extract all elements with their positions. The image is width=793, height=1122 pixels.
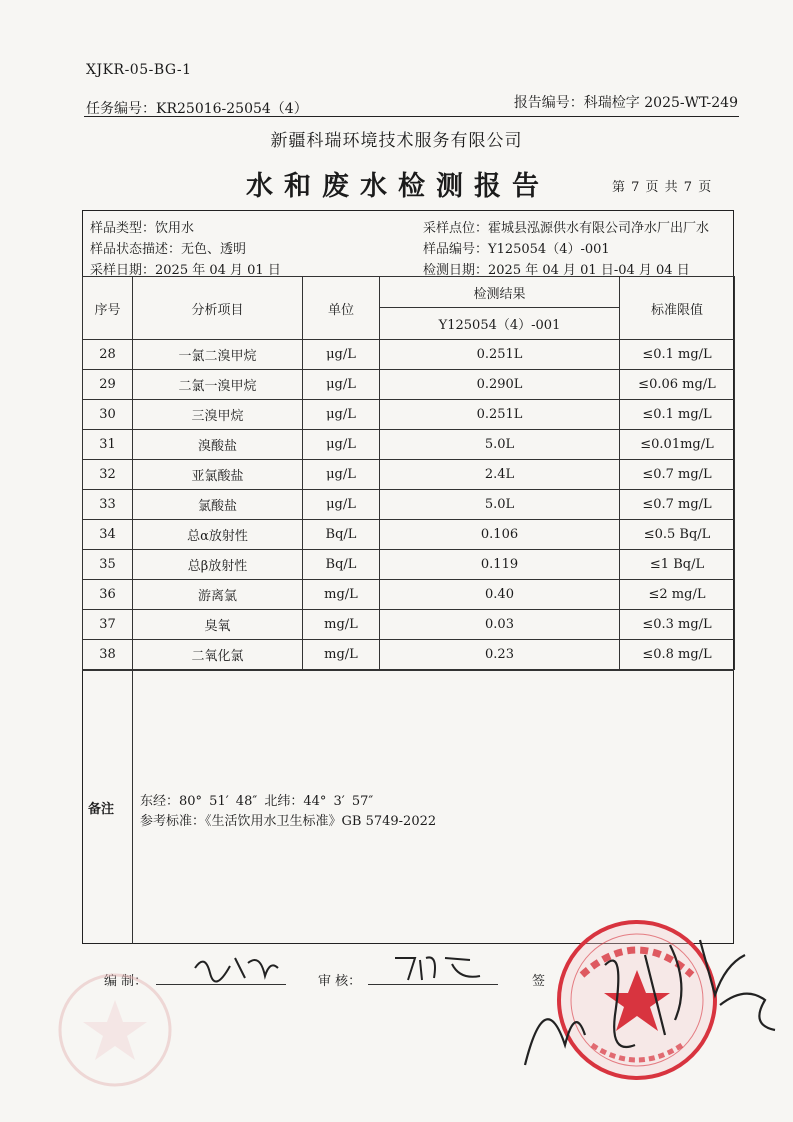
cell-unit: Bq/L [303, 520, 380, 550]
cell-item: 总α放射性 [133, 520, 303, 550]
cell-limit: ≤0.1 mg/L [620, 400, 735, 430]
header-item: 分析项目 [133, 277, 303, 340]
cell-limit: ≤0.7 mg/L [620, 490, 735, 520]
cell-limit: ≤2 mg/L [620, 580, 735, 610]
cell-limit: ≤0.1 mg/L [620, 340, 735, 370]
cell-result: 2.4L [380, 460, 620, 490]
cell-unit: μg/L [303, 400, 380, 430]
header-limit: 标准限值 [620, 277, 735, 340]
cell-no: 28 [83, 340, 133, 370]
cell-unit: mg/L [303, 580, 380, 610]
cell-result: 0.290L [380, 370, 620, 400]
table-row [83, 640, 735, 670]
cell-result: 0.106 [380, 520, 620, 550]
cell-item: 三溴甲烷 [133, 400, 303, 430]
page-indicator: 第 7 页 共 7 页 [612, 180, 712, 195]
reviewer-signature [390, 950, 490, 992]
cell-result: 0.23 [380, 640, 620, 670]
cell-item: 游离氯 [133, 580, 303, 610]
editor-signature-stroke [190, 948, 280, 988]
notes-label: 备注 [88, 802, 115, 817]
report-number: 报告编号：科瑞检字 2025-WT-249 [513, 95, 738, 111]
header-divider [84, 116, 739, 117]
task-number: 任务编号：KR25016-25054（4） [86, 101, 308, 117]
results-table [82, 276, 735, 670]
cell-unit: μg/L [303, 340, 380, 370]
cell-unit: μg/L [303, 370, 380, 400]
header-no: 序号 [83, 277, 133, 340]
cell-unit: Bq/L [303, 550, 380, 580]
cell-no: 29 [83, 370, 133, 400]
cell-item: 总β放射性 [133, 550, 303, 580]
header-result: 检测结果 [380, 277, 620, 308]
editor-label: 编 制： [104, 974, 148, 989]
reference-standard: 参考标准：《生活饮用水卫生标准》GB 5749-2022 [140, 814, 437, 829]
cell-no: 31 [83, 430, 133, 460]
cell-limit: ≤0.06 mg/L [620, 370, 735, 400]
header-unit: 单位 [303, 277, 380, 340]
coordinates: 东经：80° 51′ 48″ 北纬：44° 3′ 57″ [140, 794, 374, 809]
cell-unit: μg/L [303, 430, 380, 460]
cell-limit: ≤0.5 Bq/L [620, 520, 735, 550]
notes-top-border [82, 670, 734, 671]
cell-limit: ≤0.3 mg/L [620, 610, 735, 640]
sample-state: 样品状态描述：无色、透明 [90, 242, 247, 257]
cell-no: 33 [83, 490, 133, 520]
table-row [83, 460, 735, 490]
header-sample-id: Y125054（4）-001 [380, 308, 620, 340]
cell-no: 35 [83, 550, 133, 580]
cell-limit: ≤0.01mg/L [620, 430, 735, 460]
table-row [83, 550, 735, 580]
cell-no: 34 [83, 520, 133, 550]
cell-no: 36 [83, 580, 133, 610]
table-row [83, 520, 735, 550]
cell-result: 0.119 [380, 550, 620, 580]
company-name: 新疆科瑞环境技术服务有限公司 [270, 131, 523, 151]
editor-signature [190, 948, 280, 994]
cell-limit: ≤0.7 mg/L [620, 460, 735, 490]
cell-result: 5.0L [380, 430, 620, 460]
sample-type: 样品类型：饮用水 [90, 221, 195, 236]
cell-result: 0.40 [380, 580, 620, 610]
reviewer-label: 审 核： [318, 974, 362, 989]
cell-item: 二氧化氯 [133, 640, 303, 670]
cell-unit: mg/L [303, 610, 380, 640]
cell-no: 38 [83, 640, 133, 670]
cell-unit: mg/L [303, 640, 380, 670]
test-date: 检测日期：2025 年 04 月 01 日-04 月 04 日 [423, 263, 690, 278]
cell-item: 二氯一溴甲烷 [133, 370, 303, 400]
cell-no: 32 [83, 460, 133, 490]
cell-result: 0.251L [380, 340, 620, 370]
table-row [83, 370, 735, 400]
sampling-date: 采样日期：2025 年 04 月 01 日 [90, 263, 281, 278]
approver-signature [515, 925, 785, 1079]
cell-no: 37 [83, 610, 133, 640]
notes-column-divider [132, 670, 133, 944]
cell-result: 5.0L [380, 490, 620, 520]
document-code: XJKR-05-BG-1 [86, 62, 192, 78]
cell-result: 0.251L [380, 400, 620, 430]
approver-label: 签 [532, 974, 546, 989]
cell-item: 一氯二溴甲烷 [133, 340, 303, 370]
cell-no: 30 [83, 400, 133, 430]
cell-item: 溴酸盐 [133, 430, 303, 460]
cell-item: 亚氯酸盐 [133, 460, 303, 490]
table-row [83, 340, 735, 370]
cell-item: 臭氧 [133, 610, 303, 640]
table-row [83, 430, 735, 460]
cell-limit: ≤0.8 mg/L [620, 640, 735, 670]
cell-result: 0.03 [380, 610, 620, 640]
reviewer-signature-stroke [390, 950, 490, 986]
sample-code: 样品编号：Y125054（4）-001 [423, 242, 610, 257]
table-row [83, 580, 735, 610]
table-row [83, 490, 735, 520]
cell-limit: ≤1 Bq/L [620, 550, 735, 580]
report-title: 水和废水检测报告 [246, 171, 550, 202]
table-row [83, 400, 735, 430]
faint-stamp-icon [55, 970, 175, 1094]
sampling-point: 采样点位：霍城县泓源供水有限公司净水厂出厂水 [423, 221, 710, 236]
cell-unit: μg/L [303, 490, 380, 520]
table-row [83, 610, 735, 640]
cell-unit: μg/L [303, 460, 380, 490]
cell-item: 氯酸盐 [133, 490, 303, 520]
